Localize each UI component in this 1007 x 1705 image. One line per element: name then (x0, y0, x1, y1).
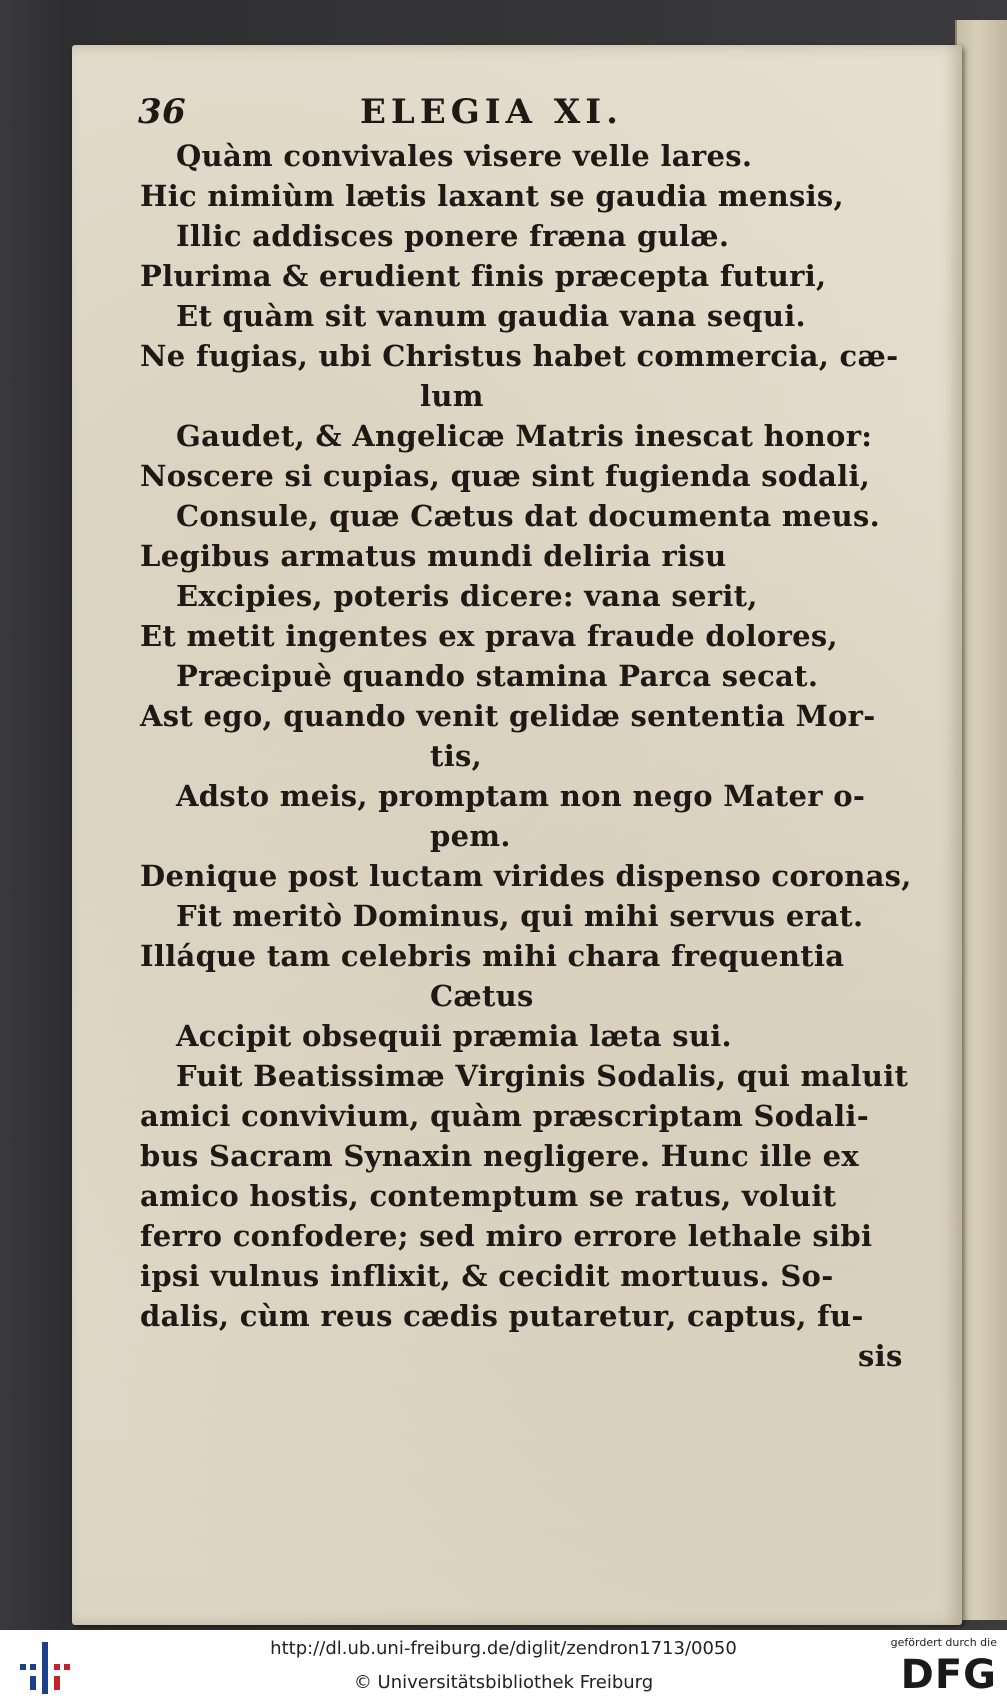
text-line: Et metit ingentes ex prava fraude dolores, (140, 619, 838, 653)
next-page-edge (955, 20, 1007, 1620)
running-title: ELEGIA XI. (360, 92, 624, 132)
text-line: lum (420, 379, 484, 413)
page-number: 36 (138, 92, 186, 132)
dfg-logo: DFG (900, 1652, 997, 1698)
copyright-notice: © Universitätsbibliothek Freiburg (353, 1672, 654, 1693)
text-line: Cætus (430, 979, 534, 1013)
text-line: Consule, quæ Cætus dat documenta meus. (176, 499, 881, 533)
text-line: tis, (430, 739, 483, 773)
permalink-url[interactable]: http://dl.ub.uni-freiburg.de/diglit/zendron1713/0050 (270, 1638, 737, 1659)
text-line: Noscere si cupias, quæ sint fugienda sodali, (140, 459, 871, 493)
text-line: ferro confodere; sed miro errore lethale sibi (140, 1219, 873, 1253)
text-line: Præcipuè quando stamina Parca secat. (176, 659, 819, 693)
viewer-footer (0, 1630, 1007, 1705)
text-line: Hic nimiùm lætis laxant se gaudia mensis, (140, 179, 844, 213)
text-line: sis (858, 1339, 903, 1373)
text-line: Gaudet, & Angelicæ Matris inescat honor: (176, 419, 873, 453)
text-line: Ne fugias, ubi Christus habet commercia, cæ- (140, 339, 899, 373)
text-line: Fuit Beatissimæ Virginis Sodalis, qui maluit (176, 1059, 909, 1093)
text-line: Illáque tam celebris mihi chara frequentia (140, 939, 845, 973)
text-line: dalis, cùm reus cædis putaretur, captus, fu- (140, 1299, 864, 1333)
text-line: bus Sacram Synaxin negligere. Hunc ille ex (140, 1139, 859, 1173)
text-line: Denique post luctam virides dispenso coronas, (140, 859, 912, 893)
text-line: amico hostis, contemptum se ratus, voluit (140, 1179, 837, 1213)
text-line: amici convivium, quàm præscriptam Sodali- (140, 1099, 870, 1133)
text-line: Et quàm sit vanum gaudia vana sequi. (176, 299, 806, 333)
text-line: Accipit obsequii præmia læta sui. (176, 1019, 732, 1053)
text-line: Adsto meis, promptam non nego Mater o- (176, 779, 866, 813)
text-line: Illic addisces ponere fræna gulæ. (176, 219, 730, 253)
text-line: pem. (430, 819, 511, 853)
funding-note: gefördert durch die (890, 1636, 997, 1649)
text-line: Plurima & erudient finis præcepta futuri, (140, 259, 827, 293)
text-line: Ast ego, quando venit gelidæ sententia Mor- (140, 699, 876, 733)
text-line: Fit meritò Dominus, qui mihi servus erat. (176, 899, 864, 933)
text-line: Excipies, poteris dicere: vana serit, (176, 579, 758, 613)
text-line: ipsi vulnus inflixit, & cecidit mortuus. So- (140, 1259, 834, 1293)
text-line: Quàm convivales visere velle lares. (176, 139, 753, 173)
text-line: Legibus armatus mundi deliria risu (140, 539, 727, 573)
